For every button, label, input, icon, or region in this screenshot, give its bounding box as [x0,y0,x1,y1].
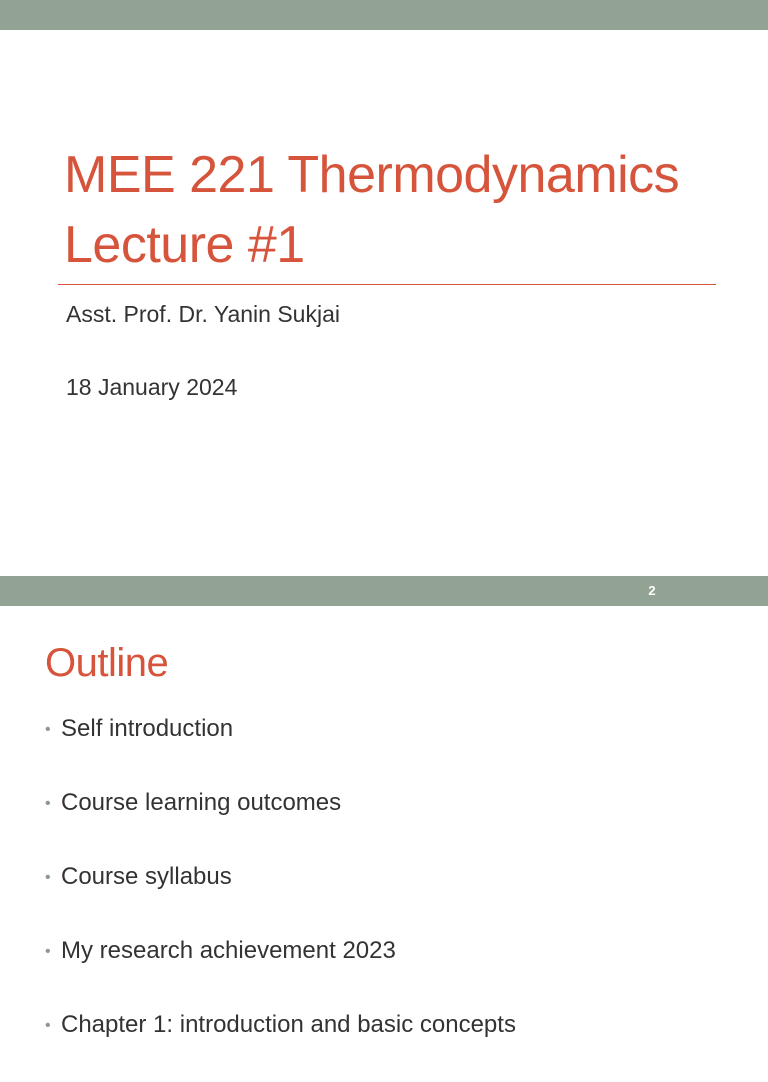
outline-item-label: Course syllabus [61,863,232,890]
outline-item-label: Self introduction [61,715,234,742]
outline-item-chapter-1 [45,1008,516,1082]
outline-list [45,712,516,1082]
outline-item-self-introduction [45,712,516,786]
bullet-icon: • [45,869,51,886]
slide-number: 2 [648,583,656,598]
outline-item-learning-outcomes [45,786,516,860]
title-divider [58,284,716,285]
slide1-top-bar [0,0,768,30]
bullet-icon: • [45,1017,51,1034]
slide2-title: Outline [45,641,169,685]
slide1-title [64,140,764,280]
bullet-icon: • [45,943,51,960]
bullet-icon: • [45,721,51,738]
slide1-author: Asst. Prof. Dr. Yanin Sukjai [66,301,340,327]
slide1-title-line1: MEE 221 Thermodynamics [64,146,680,204]
outline-item-label: Course learning outcomes [61,789,342,816]
slide1-title-line2: Lecture #1 [64,216,305,274]
bullet-icon: • [45,795,51,812]
outline-item-label: Chapter 1: introduction and basic concepts [61,1011,516,1038]
outline-item-course-syllabus [45,860,516,934]
slide1-date: 18 January 2024 [66,374,238,400]
outline-item-label: My research achievement 2023 [61,937,396,964]
outline-item-research-achievement [45,934,516,1008]
